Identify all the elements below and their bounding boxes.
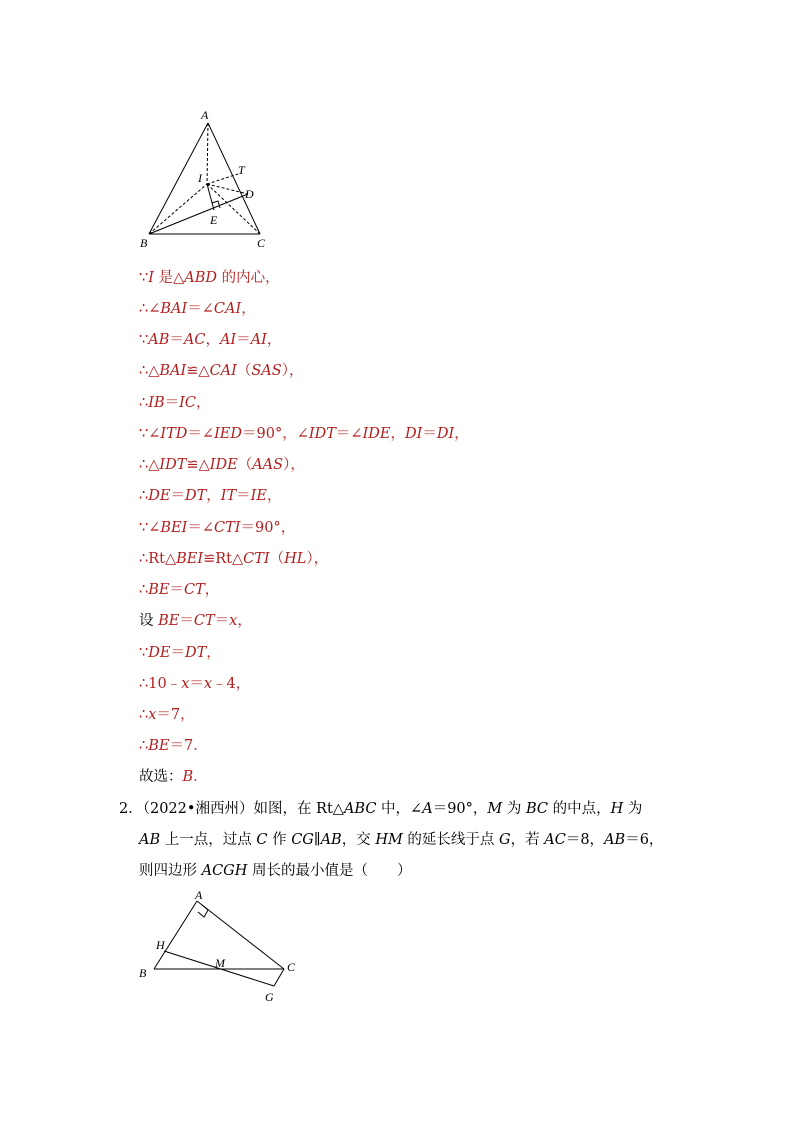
question-2-line-1: 2．（2022•湘西州）如图，在 Rt△ABC 中，∠A＝90°，M 为 BC 的中点，H 为 bbox=[119, 801, 643, 817]
solution-line-15: ∴x＝7， bbox=[139, 707, 195, 723]
solution-line-5: ∴IB＝IC， bbox=[139, 395, 211, 411]
label-G: G bbox=[265, 990, 274, 1004]
solution-line-8: ∴DE＝DT，IT＝IE， bbox=[139, 488, 282, 504]
segment-AB bbox=[154, 901, 197, 969]
question-number: 2． bbox=[119, 801, 143, 817]
solution-line-3: ∵AB＝AC，AI＝AI， bbox=[139, 332, 282, 348]
solution-line-17: 故选：B． bbox=[139, 769, 208, 785]
label-C: C bbox=[287, 960, 296, 974]
label-C: C bbox=[257, 236, 266, 250]
solution-line-16: ∴BE＝7． bbox=[139, 738, 208, 754]
label-A: A bbox=[201, 108, 209, 122]
segment-BI bbox=[149, 184, 207, 234]
solution-line-12: 设 BE＝CT＝x， bbox=[139, 613, 252, 629]
solution-line-10: ∴Rt△BEI≌Rt△CTI（HL）， bbox=[139, 551, 329, 567]
triangle-figure-1 bbox=[130, 100, 290, 255]
label-D: D bbox=[245, 187, 254, 201]
right-angle-mark-A bbox=[198, 905, 208, 917]
segment-CG bbox=[274, 969, 284, 986]
question-2-line-3: 则四边形 ACGH 周长的最小值是（ ） bbox=[139, 863, 412, 879]
solution-line-2: ∴∠BAI＝∠CAI， bbox=[139, 301, 256, 317]
triangle-figure-2 bbox=[130, 888, 310, 1008]
label-A: A bbox=[195, 888, 203, 902]
label-H: H bbox=[156, 938, 165, 952]
solution-line-11: ∴BE＝CT， bbox=[139, 582, 220, 598]
solution-line-1: ∵I 是△ABD 的内心， bbox=[139, 270, 280, 286]
label-T: T bbox=[238, 163, 245, 177]
triangle-figure-1-svg bbox=[130, 100, 290, 255]
segment-BD bbox=[149, 194, 248, 234]
solution-line-4: ∴△BAI≌△CAI（SAS）， bbox=[139, 363, 304, 379]
label-M: M bbox=[215, 956, 225, 970]
solution-line-6: ∵∠ITD＝∠IED＝90°，∠IDT＝∠IDE，DI＝DI， bbox=[139, 426, 469, 442]
solution-line-13: ∵DE＝DT， bbox=[139, 645, 221, 661]
solution-line-9: ∵∠BEI＝∠CTI＝90°， bbox=[139, 520, 296, 536]
segment-IT bbox=[207, 174, 238, 184]
solution-line-14: ∴10﹣x＝x﹣4， bbox=[139, 676, 251, 692]
segment-AC bbox=[197, 901, 284, 969]
question-2-line-2: AB 上一点，过点 C 作 CG∥AB，交 HM 的延长线于点 G，若 AC＝8，AB＝6， bbox=[139, 832, 664, 848]
label-B: B bbox=[139, 966, 147, 980]
segment-ID bbox=[207, 184, 248, 194]
solution-line-7: ∴△IDT≌△IDE（AAS）， bbox=[139, 457, 305, 473]
segment-AI bbox=[207, 123, 208, 184]
label-E: E bbox=[210, 213, 218, 227]
label-B: B bbox=[140, 236, 148, 250]
triangle-figure-2-svg bbox=[130, 888, 310, 1008]
label-I: I bbox=[198, 171, 202, 185]
